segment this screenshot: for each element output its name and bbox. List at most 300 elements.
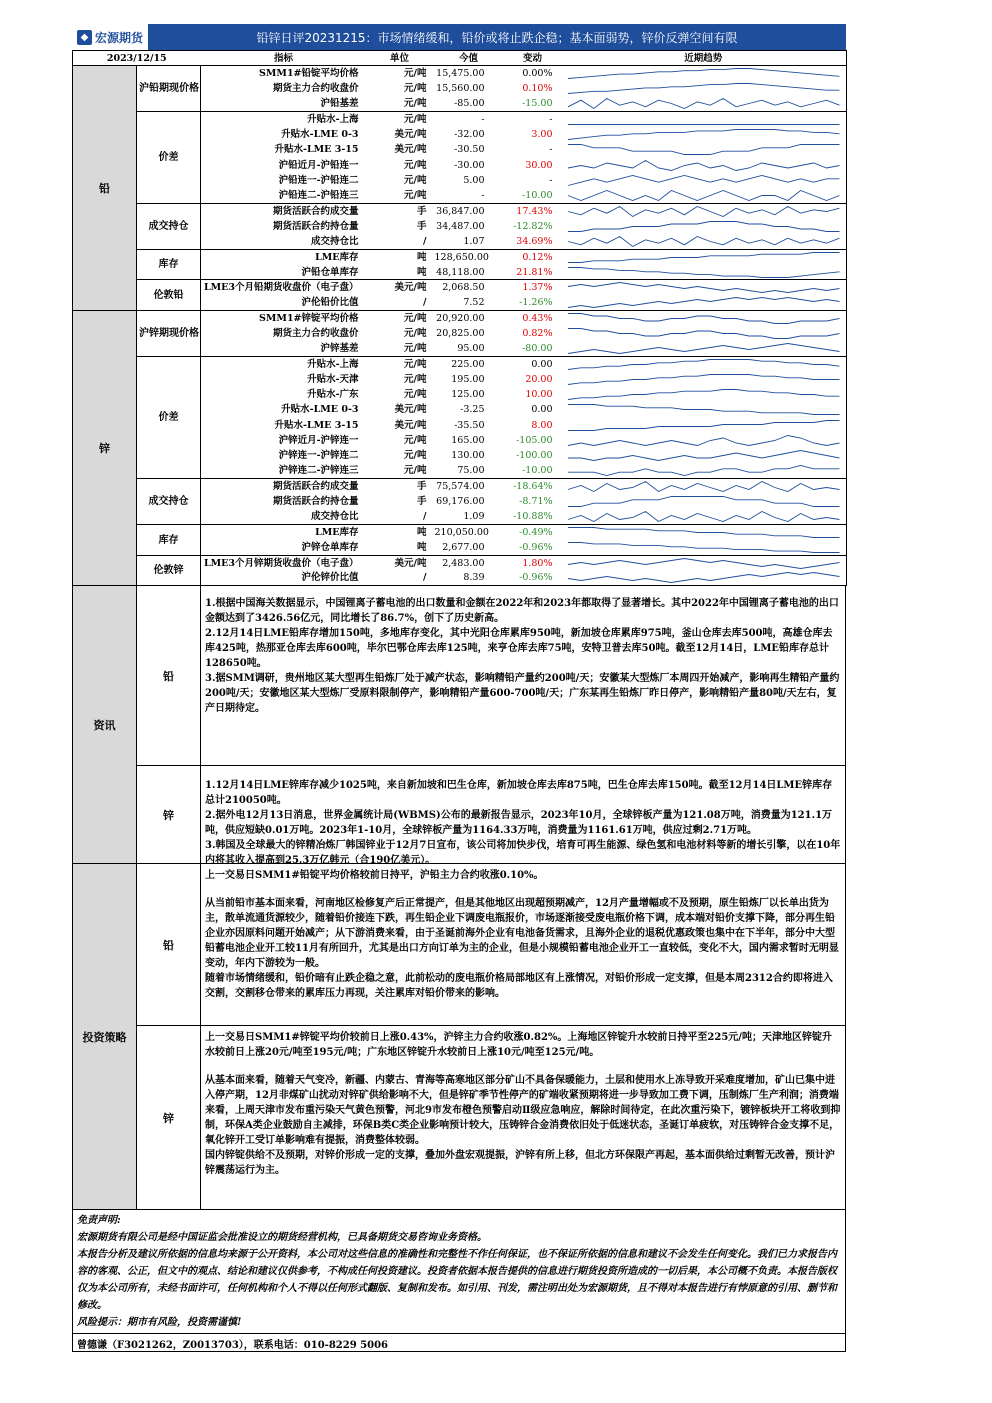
indicator-name: 升贴水-LME 3-15: [274, 144, 359, 156]
sparkline-line: [568, 512, 840, 522]
unit-cell: /: [367, 571, 433, 586]
unit-cell: 元/吨: [404, 373, 427, 385]
sparkline-line: [568, 573, 840, 583]
indicator-name: LME3个月铅期货收盘价（电子盘）: [201, 280, 367, 295]
trend-cell: [561, 540, 847, 555]
sparkline-chart: [567, 464, 841, 477]
trend-cell: [561, 142, 847, 157]
category-label: 伦敦锌: [137, 555, 201, 586]
sparkline-line: [568, 390, 840, 400]
category-label: 库存: [137, 249, 201, 280]
indicator-name: 期货活跃合约成交量: [201, 479, 367, 494]
paragraph: 从基本面来看，随着天气变冷，新疆、内蒙古、青海等高寒地区部分矿山不具备保暖能力，土层和使用水上冻导致开采难度增加，矿山已集中进入停产期，12月非煤矿山扰动对锌矿供给影响不大，但是锌矿季节性停产的矿端收紧预期将进一步导致加工费下调，压制炼厂生产利润；消费端来看，上周天津市发布重污染天气黄色预警，河北9市发布橙色预警启动Ⅱ级应急响应，解除时间待定，在此次重污染下，镀锌板块开工将收到抑制，环保A类企业鼓励自主减排，环保B类C类企业影响预计较大，压铸锌合金消费依旧处于低迷状态，圣诞订单疲软，对压铸锌合金支撑不足，氧化锌开工受订单影响难有提振，消费整体较弱。: [205, 1075, 841, 1147]
change-cell: 0.10%: [522, 83, 553, 95]
sparkline-chart: [567, 510, 841, 523]
table-row: [73, 280, 847, 295]
sparkline-line: [568, 497, 840, 507]
change-cell: -12.82%: [513, 220, 553, 232]
logo-icon: ◆: [77, 30, 92, 45]
value-cell: 7.52: [463, 297, 485, 309]
sparkline-chart: [567, 97, 841, 110]
category-label: 价差: [137, 112, 201, 204]
category-label: 库存: [137, 525, 201, 556]
sparkline-line: [568, 236, 840, 246]
sparkline-chart: [567, 174, 841, 187]
trend-cell: [561, 311, 847, 326]
strategy-lead-label: 铅: [137, 864, 201, 1025]
trend-cell: [561, 326, 847, 341]
indicator-name: 期货主力合约收盘价: [273, 83, 359, 95]
value-cell: -: [481, 190, 485, 202]
logo-text: 宏源期货: [94, 30, 143, 45]
indicator-name: 沪铅基差: [320, 98, 359, 110]
paragraph: 从当前铅市基本面来看，河南地区检修复产后正常提产，但是其他地区出现超预期减产，12月产量增幅或不及预期，原生铅炼厂以长单出货为主，散单流通货源较少，随着铅价接连下跌，再生铅企业下调废电瓶报价，市场逐渐接受废电瓶价格下调，成本端对铅价支撑下降，部分再生铅企业亦因原料问题开始减产；从下游消费来看，由于圣诞前海外企业有电池备货需求，且海外企业的退税优惠政策也集中在下半年，部分中大型铅蓄电池企业开工较11月有所回升，尤其是出口方向订单为主的企业，但是小规模铅蓄电池企业开工一直较低，变化不大，国内需求暂时无明显变动，年内下游较为一般。: [205, 898, 839, 970]
value-cell: 225.00: [433, 356, 505, 371]
trend-cell: [561, 464, 847, 479]
sparkline-line: [568, 328, 840, 338]
trend-cell: [561, 433, 847, 448]
indicator-header: 指标: [201, 51, 367, 66]
trend-cell: [561, 448, 847, 463]
sparkline-line: [568, 160, 840, 170]
indicator-name: 期货活跃合约成交量: [201, 203, 367, 218]
unit-cell: 元/吨: [367, 311, 433, 326]
sparkline-chart: [567, 67, 841, 80]
paragraph: 上一交易日SMM1#铅锭平均价格较前日持平，沪铅主力合约收涨0.10%。: [205, 870, 544, 882]
unit-cell: /: [423, 235, 427, 247]
trend-cell: [561, 112, 847, 127]
value-cell: 165.00: [451, 435, 485, 447]
table-row: [73, 112, 847, 127]
sparkline-chart: [567, 557, 841, 570]
unit-cell: 手: [417, 220, 427, 232]
indicator-name: 升贴水-LME 3-15: [274, 419, 359, 431]
change-cell: 30.00: [525, 159, 553, 171]
value-cell: 8.39: [433, 571, 505, 586]
table-row: [73, 356, 847, 371]
change-cell: 10.00: [525, 389, 553, 401]
table-row: [73, 479, 847, 494]
trend-cell: [561, 418, 847, 433]
trend-cell: [561, 525, 847, 540]
indicator-name: 成交持仓比: [311, 235, 359, 247]
sparkline-chart: [567, 205, 841, 218]
change-cell: -0.49%: [505, 525, 561, 540]
unit-cell: 吨: [417, 266, 427, 278]
paragraph: 上一交易日SMM1#锌锭平均价较前日上涨0.43%，沪锌主力合约收涨0.82%。上海地区锌锭升水较前日持平至225元/吨；天津地区锌锭升水较前日上涨20元/吨至195元/吨；广东地区锌锭升水较前日上涨10元/吨至125元/吨。: [205, 1032, 832, 1059]
sparkline-chart: [567, 82, 841, 95]
report-header: [72, 24, 846, 50]
news-zinc-text: [201, 766, 845, 867]
sparkline-line: [568, 359, 840, 369]
indicator-name: SMM1#铅锭平均价格: [201, 66, 367, 81]
sparkline-chart: [567, 281, 841, 294]
change-cell: -10.88%: [513, 511, 553, 523]
unit-cell: 美元/吨: [394, 144, 427, 156]
trend-cell: [561, 479, 847, 494]
value-cell: 210,050.00: [433, 525, 505, 540]
indicator-name: 沪伦铅价比值: [301, 297, 359, 309]
trend-cell: [561, 127, 847, 142]
value-cell: 20,825.00: [436, 327, 485, 339]
trend-cell: [561, 494, 847, 509]
unit-cell: 手: [367, 203, 433, 218]
indicator-name: 沪铅连一-沪铅连二: [278, 175, 359, 187]
change-cell: -18.64%: [505, 479, 561, 494]
value-cell: 20,920.00: [433, 311, 505, 326]
trend-cell: [561, 188, 847, 203]
value-cell: 69,176.00: [436, 496, 485, 508]
unit-cell: 元/吨: [404, 450, 427, 462]
indicator-name: 成交持仓比: [311, 511, 359, 523]
company-logo: [72, 24, 148, 50]
paragraph: 2.据外电12月13日消息，世界金属统计局(WBMS)公布的最新报告显示，2023年10月，全球锌板产量为121.08万吨，消费量为121.1万吨，供应短缺0.01万吨。2023年1-10月，全球锌板产量为1164.33万吨，消费量为1161.61万吨，供应过剩2.71万吨。: [205, 810, 833, 837]
value-cell: 48,118.00: [436, 266, 485, 278]
sparkline-line: [568, 283, 840, 293]
sparkline-chart: [567, 327, 841, 340]
sparkline-line: [568, 558, 840, 568]
unit-cell: 元/吨: [404, 83, 427, 95]
sparkline-chart: [567, 143, 841, 156]
value-cell: -35.50: [454, 419, 485, 431]
sparkline-chart: [567, 449, 841, 462]
sparkline-chart: [567, 235, 841, 248]
trend-cell: [561, 158, 847, 173]
value-cell: 2,483.00: [433, 555, 505, 570]
paragraph: 1.12月14日LME锌库存减少1025吨，来自新加坡和巴生仓库，新加坡仓库去库875吨，巴生仓库去库150吨。截至12月14日LME锌库存总计210050吨。: [205, 780, 833, 807]
disclaimer: [72, 1210, 846, 1334]
trend-cell: [561, 219, 847, 234]
sparkline-line: [568, 420, 840, 430]
change-cell: 17.43%: [505, 203, 561, 218]
table-row: [73, 555, 847, 570]
indicator-name: 沪伦锌价比值: [201, 571, 367, 586]
value-header: 今值: [433, 51, 505, 66]
value-cell: 128,650.00: [433, 249, 505, 264]
value-cell: 2,677.00: [442, 541, 485, 553]
indicator-name: 沪锌连一-沪锌连二: [278, 450, 359, 462]
change-cell: -10.00: [522, 190, 553, 202]
sparkline-line: [568, 528, 840, 538]
disclaimer-title: 免责声明:: [77, 1215, 121, 1227]
news-zinc-label: 锌: [137, 766, 201, 863]
trend-cell: [561, 295, 847, 310]
category-label: 成交持仓: [137, 479, 201, 525]
sparkline-chart: [567, 403, 841, 416]
value-cell: -30.00: [454, 159, 485, 171]
sparkline-chart: [567, 541, 841, 554]
sparkline-line: [568, 267, 840, 277]
sparkline-line: [568, 191, 840, 201]
unit-cell: 元/吨: [367, 66, 433, 81]
value-cell: -30.50: [454, 144, 485, 156]
sparkline-line: [568, 298, 840, 308]
unit-cell: 元/吨: [404, 159, 427, 171]
unit-cell: 吨: [367, 249, 433, 264]
change-cell: 21.81%: [516, 266, 553, 278]
indicator-name: 沪锌连二-沪锌连三: [278, 465, 359, 477]
sparkline-chart: [567, 419, 841, 432]
change-cell: 0.43%: [505, 311, 561, 326]
indicator-name: LME库存: [201, 249, 367, 264]
indicator-name: 沪铅近月-沪铅连一: [278, 159, 359, 171]
category-label: 沪铅期现价格: [137, 66, 201, 112]
value-cell: 75.00: [457, 465, 485, 477]
category-label: 沪锌期现价格: [137, 311, 201, 357]
paragraph: 1.根据中国海关数据显示，中国锂离子蓄电池的出口数量和金额在2022年和2023年都取得了显著增长。其中2022年中国锂离子蓄电池的出口金额达到了3426.56亿元，同比增长了86.7%，创下了历史新高。: [205, 598, 839, 625]
sparkline-line: [568, 436, 840, 446]
table-row: [73, 249, 847, 264]
news-lead-text: [201, 586, 845, 765]
report-sheet: [72, 24, 846, 1352]
sparkline-line: [568, 145, 840, 155]
trend-cell: [561, 387, 847, 402]
trend-cell: [561, 341, 847, 356]
strategy-lead: [137, 864, 845, 1026]
trend-cell: [561, 280, 847, 295]
sparkline-chart: [567, 526, 841, 539]
change-cell: -: [549, 144, 553, 156]
unit-cell: 元/吨: [367, 112, 433, 127]
indicator-name: 升贴水-LME 0-3: [281, 129, 359, 141]
unit-cell: 吨: [367, 525, 433, 540]
indicator-name: 升贴水-上海: [201, 112, 367, 127]
unit-cell: 手: [417, 496, 427, 508]
change-cell: 0.00%: [505, 66, 561, 81]
change-cell: 3.00: [531, 129, 553, 141]
unit-cell: /: [423, 511, 427, 523]
change-cell: 1.37%: [505, 280, 561, 295]
sparkline-line: [568, 99, 840, 109]
value-cell: 1.07: [463, 235, 485, 247]
paragraph: 3.韩国及全球最大的锌精冶炼厂韩国锌业于12月7日宣布，该公司将加快步伐，培育可再生能源、绿色氢和电池材料等新的增长引擎，以在10年内将其收入提高到25.3万亿韩元（合190亿美元）。: [205, 840, 841, 867]
table-row: [73, 311, 847, 326]
sparkline-chart: [567, 113, 841, 126]
trend-cell: [561, 249, 847, 264]
sparkline-line: [568, 374, 840, 384]
unit-cell: 美元/吨: [367, 555, 433, 570]
unit-cell: 美元/吨: [394, 419, 427, 431]
trend-cell: [561, 265, 847, 280]
change-cell: 8.00: [531, 419, 553, 431]
news-zinc: [137, 766, 845, 867]
sparkline-line: [568, 176, 840, 186]
unit-cell: 元/吨: [404, 389, 427, 401]
strategy-zinc-label: 锌: [137, 1026, 201, 1209]
change-cell: 34.69%: [516, 235, 553, 247]
change-cell: -105.00: [516, 435, 553, 447]
sparkline-line: [568, 221, 840, 231]
value-cell: 2,068.50: [433, 280, 505, 295]
unit-cell: 元/吨: [404, 175, 427, 187]
sparkline-line: [568, 130, 840, 140]
paragraph: 3.据SMM调研，贵州地区某大型再生铅炼厂处于减产状态，影响精铅产量约200吨/天；安徽某大型炼厂本周四开始减产，影响再生精铅产量约200吨/天；安徽地区某大型炼厂受原料限制停产，影响精铅产量600-700吨/天；广东某再生铅炼厂昨日停产，影响精铅产量80吨/天左右，复产日期待定。: [205, 673, 840, 715]
trend-cell: [561, 571, 847, 586]
news-section: [72, 586, 846, 867]
change-cell: 0.12%: [505, 249, 561, 264]
change-cell: -1.26%: [519, 297, 553, 309]
change-cell: -80.00: [522, 343, 553, 355]
value-cell: 36,847.00: [433, 203, 505, 218]
strategy-lead-text: [201, 864, 845, 1025]
unit-cell: 元/吨: [404, 327, 427, 339]
strategy-label: 投资策略: [73, 864, 137, 1209]
indicator-name: 升贴水-广东: [307, 389, 359, 401]
sparkline-line: [568, 344, 840, 354]
metal-group-label: 铅: [73, 66, 137, 311]
unit-header: 单位: [367, 51, 433, 66]
value-cell: -85.00: [454, 98, 485, 110]
value-cell: 75,574.00: [433, 479, 505, 494]
sparkline-chart: [567, 189, 841, 202]
value-cell: 130.00: [451, 450, 485, 462]
sparkline-chart: [567, 128, 841, 141]
disclaimer-line: 风险提示：期市有风险，投资需谨慎!: [77, 1317, 242, 1329]
value-cell: -3.25: [460, 404, 485, 416]
sparkline-line: [568, 466, 840, 476]
unit-cell: 美元/吨: [394, 404, 427, 416]
trend-cell: [561, 555, 847, 570]
value-cell: 195.00: [451, 373, 485, 385]
sparkline-chart: [567, 220, 841, 233]
sparkline-chart: [567, 373, 841, 386]
sparkline-chart: [567, 251, 841, 264]
sparkline-line: [568, 252, 840, 262]
sparkline-chart: [567, 159, 841, 172]
trend-cell: [561, 173, 847, 188]
sparkline-chart: [567, 358, 841, 371]
strategy-zinc: [137, 1026, 845, 1209]
sparkline-chart: [567, 342, 841, 355]
change-cell: 0.00: [531, 404, 553, 416]
table-row: [73, 525, 847, 540]
trend-cell: [561, 81, 847, 96]
indicator-name: LME3个月锌期货收盘价（电子盘）: [201, 555, 367, 570]
indicator-name: LME库存: [201, 525, 367, 540]
unit-cell: 元/吨: [404, 435, 427, 447]
news-lead-label: 铅: [137, 586, 201, 765]
column-header-row: [73, 51, 847, 66]
change-cell: -8.71%: [519, 496, 553, 508]
paragraph: 随着市场情绪缓和，铅价暗有止跌企稳之意，此前松动的废电瓶价格局部地区有上涨情况，对铅价形成一定支撑，但是本周2312合约即将进入交割，交割移仓带来的累库压力再现，关注累库对铅价带来的影响。: [205, 973, 833, 1000]
sparkline-line: [568, 206, 840, 216]
change-cell: 0.00: [505, 356, 561, 371]
trend-header: 近期趋势: [561, 51, 847, 66]
news-label: 资讯: [73, 586, 137, 863]
trend-cell: [561, 509, 847, 524]
trend-cell: [561, 66, 847, 81]
unit-cell: 元/吨: [367, 356, 433, 371]
value-cell: 15,560.00: [436, 83, 485, 95]
indicator-name: 沪铅连二-沪铅连三: [278, 190, 359, 202]
sparkline-line: [568, 451, 840, 461]
change-cell: 20.00: [525, 373, 553, 385]
table-row: [73, 66, 847, 81]
sparkline-chart: [567, 571, 841, 584]
indicator-name: SMM1#锌锭平均价格: [201, 311, 367, 326]
sparkline-chart: [567, 312, 841, 325]
sparkline-chart: [567, 434, 841, 447]
sparkline-line: [568, 482, 840, 492]
value-cell: -32.00: [454, 129, 485, 141]
value-cell: 1.09: [463, 511, 485, 523]
table-row: [73, 203, 847, 218]
indicator-name: 沪锌近月-沪锌连一: [278, 435, 359, 447]
unit-cell: 手: [367, 479, 433, 494]
change-cell: -10.00: [522, 465, 553, 477]
sparkline-line: [568, 542, 840, 552]
change-header: 变动: [505, 51, 561, 66]
trend-cell: [561, 234, 847, 249]
change-cell: 1.80%: [505, 555, 561, 570]
unit-cell: 元/吨: [404, 190, 427, 202]
change-cell: -: [505, 112, 561, 127]
value-cell: 125.00: [451, 389, 485, 401]
change-cell: -0.96%: [505, 571, 561, 586]
sparkline-line: [568, 84, 840, 94]
strategy-zinc-text: [201, 1026, 845, 1209]
sparkline-chart: [567, 480, 841, 493]
trend-cell: [561, 402, 847, 417]
strategy-section: [72, 864, 846, 1210]
category-label: 伦敦铅: [137, 280, 201, 311]
unit-cell: 吨: [417, 541, 427, 553]
change-cell: -15.00: [522, 98, 553, 110]
unit-cell: 元/吨: [404, 343, 427, 355]
indicator-name: 沪锌仓单库存: [301, 541, 359, 553]
indicator-name: 升贴水-上海: [201, 356, 367, 371]
metal-group-label: 锌: [73, 311, 137, 586]
value-cell: -: [433, 112, 505, 127]
unit-cell: /: [423, 297, 427, 309]
category-label: 成交持仓: [137, 203, 201, 249]
sparkline-chart: [567, 495, 841, 508]
sparkline-chart: [567, 388, 841, 401]
date-header: 2023/12/15: [73, 51, 201, 66]
indicator-table: [72, 50, 847, 586]
paragraph: 国内锌锭供给不及预期，对锌价形成一定的支撑，叠加外盘宏观提振，沪锌有所上移，但北方环保限产再起，基本面供给过剩暂无改善，预计沪锌震荡运行为主。: [205, 1150, 835, 1177]
trend-cell: [561, 96, 847, 111]
change-cell: -0.96%: [519, 541, 553, 553]
unit-cell: 元/吨: [404, 465, 427, 477]
sparkline-chart: [567, 266, 841, 279]
trend-cell: [561, 203, 847, 218]
category-label: 价差: [137, 356, 201, 478]
sparkline-line: [568, 405, 840, 415]
unit-cell: 元/吨: [404, 98, 427, 110]
indicator-name: 期货活跃合约持仓量: [273, 220, 359, 232]
news-lead: [137, 586, 845, 766]
sparkline-line: [568, 313, 840, 323]
indicator-name: 沪锌基差: [320, 343, 359, 355]
sparkline-line: [568, 69, 840, 79]
unit-cell: 美元/吨: [367, 280, 433, 295]
indicator-name: 沪铅仓单库存: [301, 266, 359, 278]
analyst-contact: 曾德谦（F3021262，Z0013703），联系电话：010-8229 5006: [72, 1334, 846, 1352]
unit-cell: 美元/吨: [394, 129, 427, 141]
value-cell: 5.00: [463, 175, 485, 187]
change-cell: -: [549, 175, 553, 187]
disclaimer-line: 宏源期货有限公司是经中国证监会批准设立的期货经营机构，已具备期货交易咨询业务资格。: [77, 1232, 487, 1244]
value-cell: 34,487.00: [436, 220, 485, 232]
change-cell: 0.82%: [522, 327, 553, 339]
trend-cell: [561, 356, 847, 371]
change-cell: -100.00: [516, 450, 553, 462]
value-cell: 15,475.00: [433, 66, 505, 81]
indicator-name: 升贴水-天津: [307, 373, 359, 385]
indicator-name: 期货活跃合约持仓量: [273, 496, 359, 508]
report-title: 铅锌日评20231215：市场情绪缓和，铅价或将止跌企稳；基本面弱势，锌价反弹空间有限: [256, 30, 738, 45]
